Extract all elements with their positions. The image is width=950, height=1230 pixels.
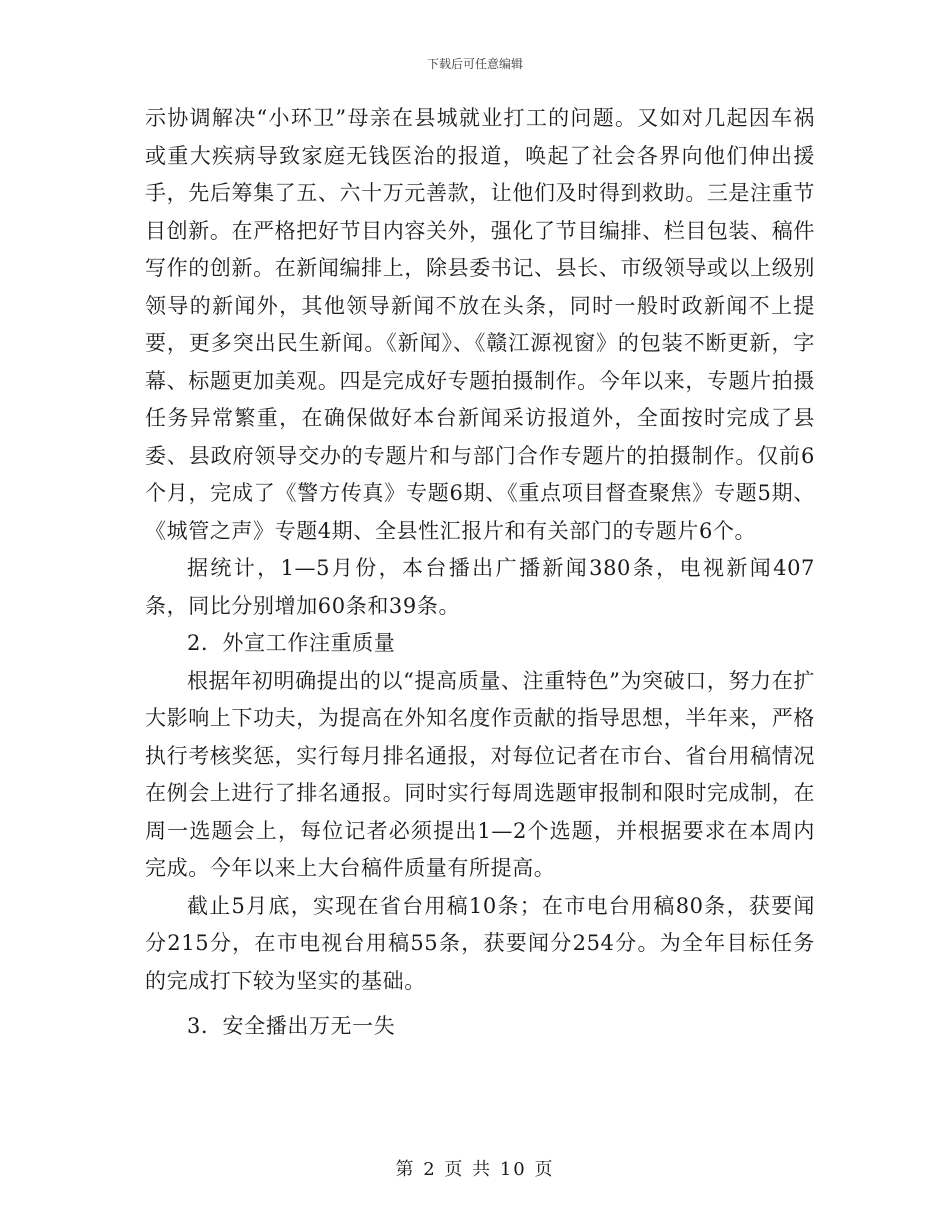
page-header: 下载后可任意编辑 — [426, 57, 523, 71]
section-heading-3: 3．安全播出万无一失 — [187, 1014, 396, 1038]
section-heading-2: 2．外宣工作注重质量 — [187, 631, 396, 655]
paragraph-statistics: 据统计，1—5月份，本台播出广播新闻380条，电视新闻407条，同比分别增加60条和39条。 — [145, 556, 815, 618]
paragraph-external-publicity: 根据年初明确提出的以“提高质量、注重特色”为突破口，努力在扩大影响上下功夫，为提高在外知名度作贡献的指导思想，半年来，严格执行考核奖惩，实行每月排名通报，对每位记者在市台、省台用稿情况在例会上进行了排名通报。同时实行每周选题审报制和限时完成制，在周一选题会上，每位记者必须提出1—2个选题，并根据要求在本周内完成。今年以来上大台稿件质量有所提高。 — [145, 668, 815, 880]
paragraph-continuation: 示协调解决“小环卫”母亲在县城就业打工的问题。又如对几起因车祸或重大疾病导致家庭无钱医治的报道，唤起了社会各界向他们伸出援手，先后筹集了五、六十万元善款，让他们及时得到救助。三是注重节目创新。在严格把好节目内容关外，强化了节目编排、栏目包装、稿件写作的创新。在新闻编排上，除县委书记、县长、市级领导或以上级别领导的新闻外，其他领导新闻不放在头条，同时一般时政新闻不上提要，更多突出民生新闻。《新闻》、《赣江源视窗》的包装不断更新，字幕、标题更加美观。四是完成好专题拍摄制作。今年以来，专题片拍摄任务异常繁重，在确保做好本台新闻采访报道外，全面按时完成了县委、县政府领导交办的专题片和与部门合作专题片的拍摄制作。仅前6个月，完成了《警方传真》专题6期、《重点项目督查聚焦》专题5期、《城管之声》专题4期、全县性汇报片和有关部门的专题片6个。 — [145, 106, 815, 543]
paragraph-results: 截止5月底，实现在省台用稿10条；在市电台用稿80条，获要闻分215分，在市电视台用稿55条，获要闻分254分。为全年目标任务的完成打下较为坚实的基础。 — [145, 893, 815, 993]
document-body — [145, 100, 815, 1046]
page-footer-number: 第 2 页 共 10 页 — [395, 1159, 555, 1180]
